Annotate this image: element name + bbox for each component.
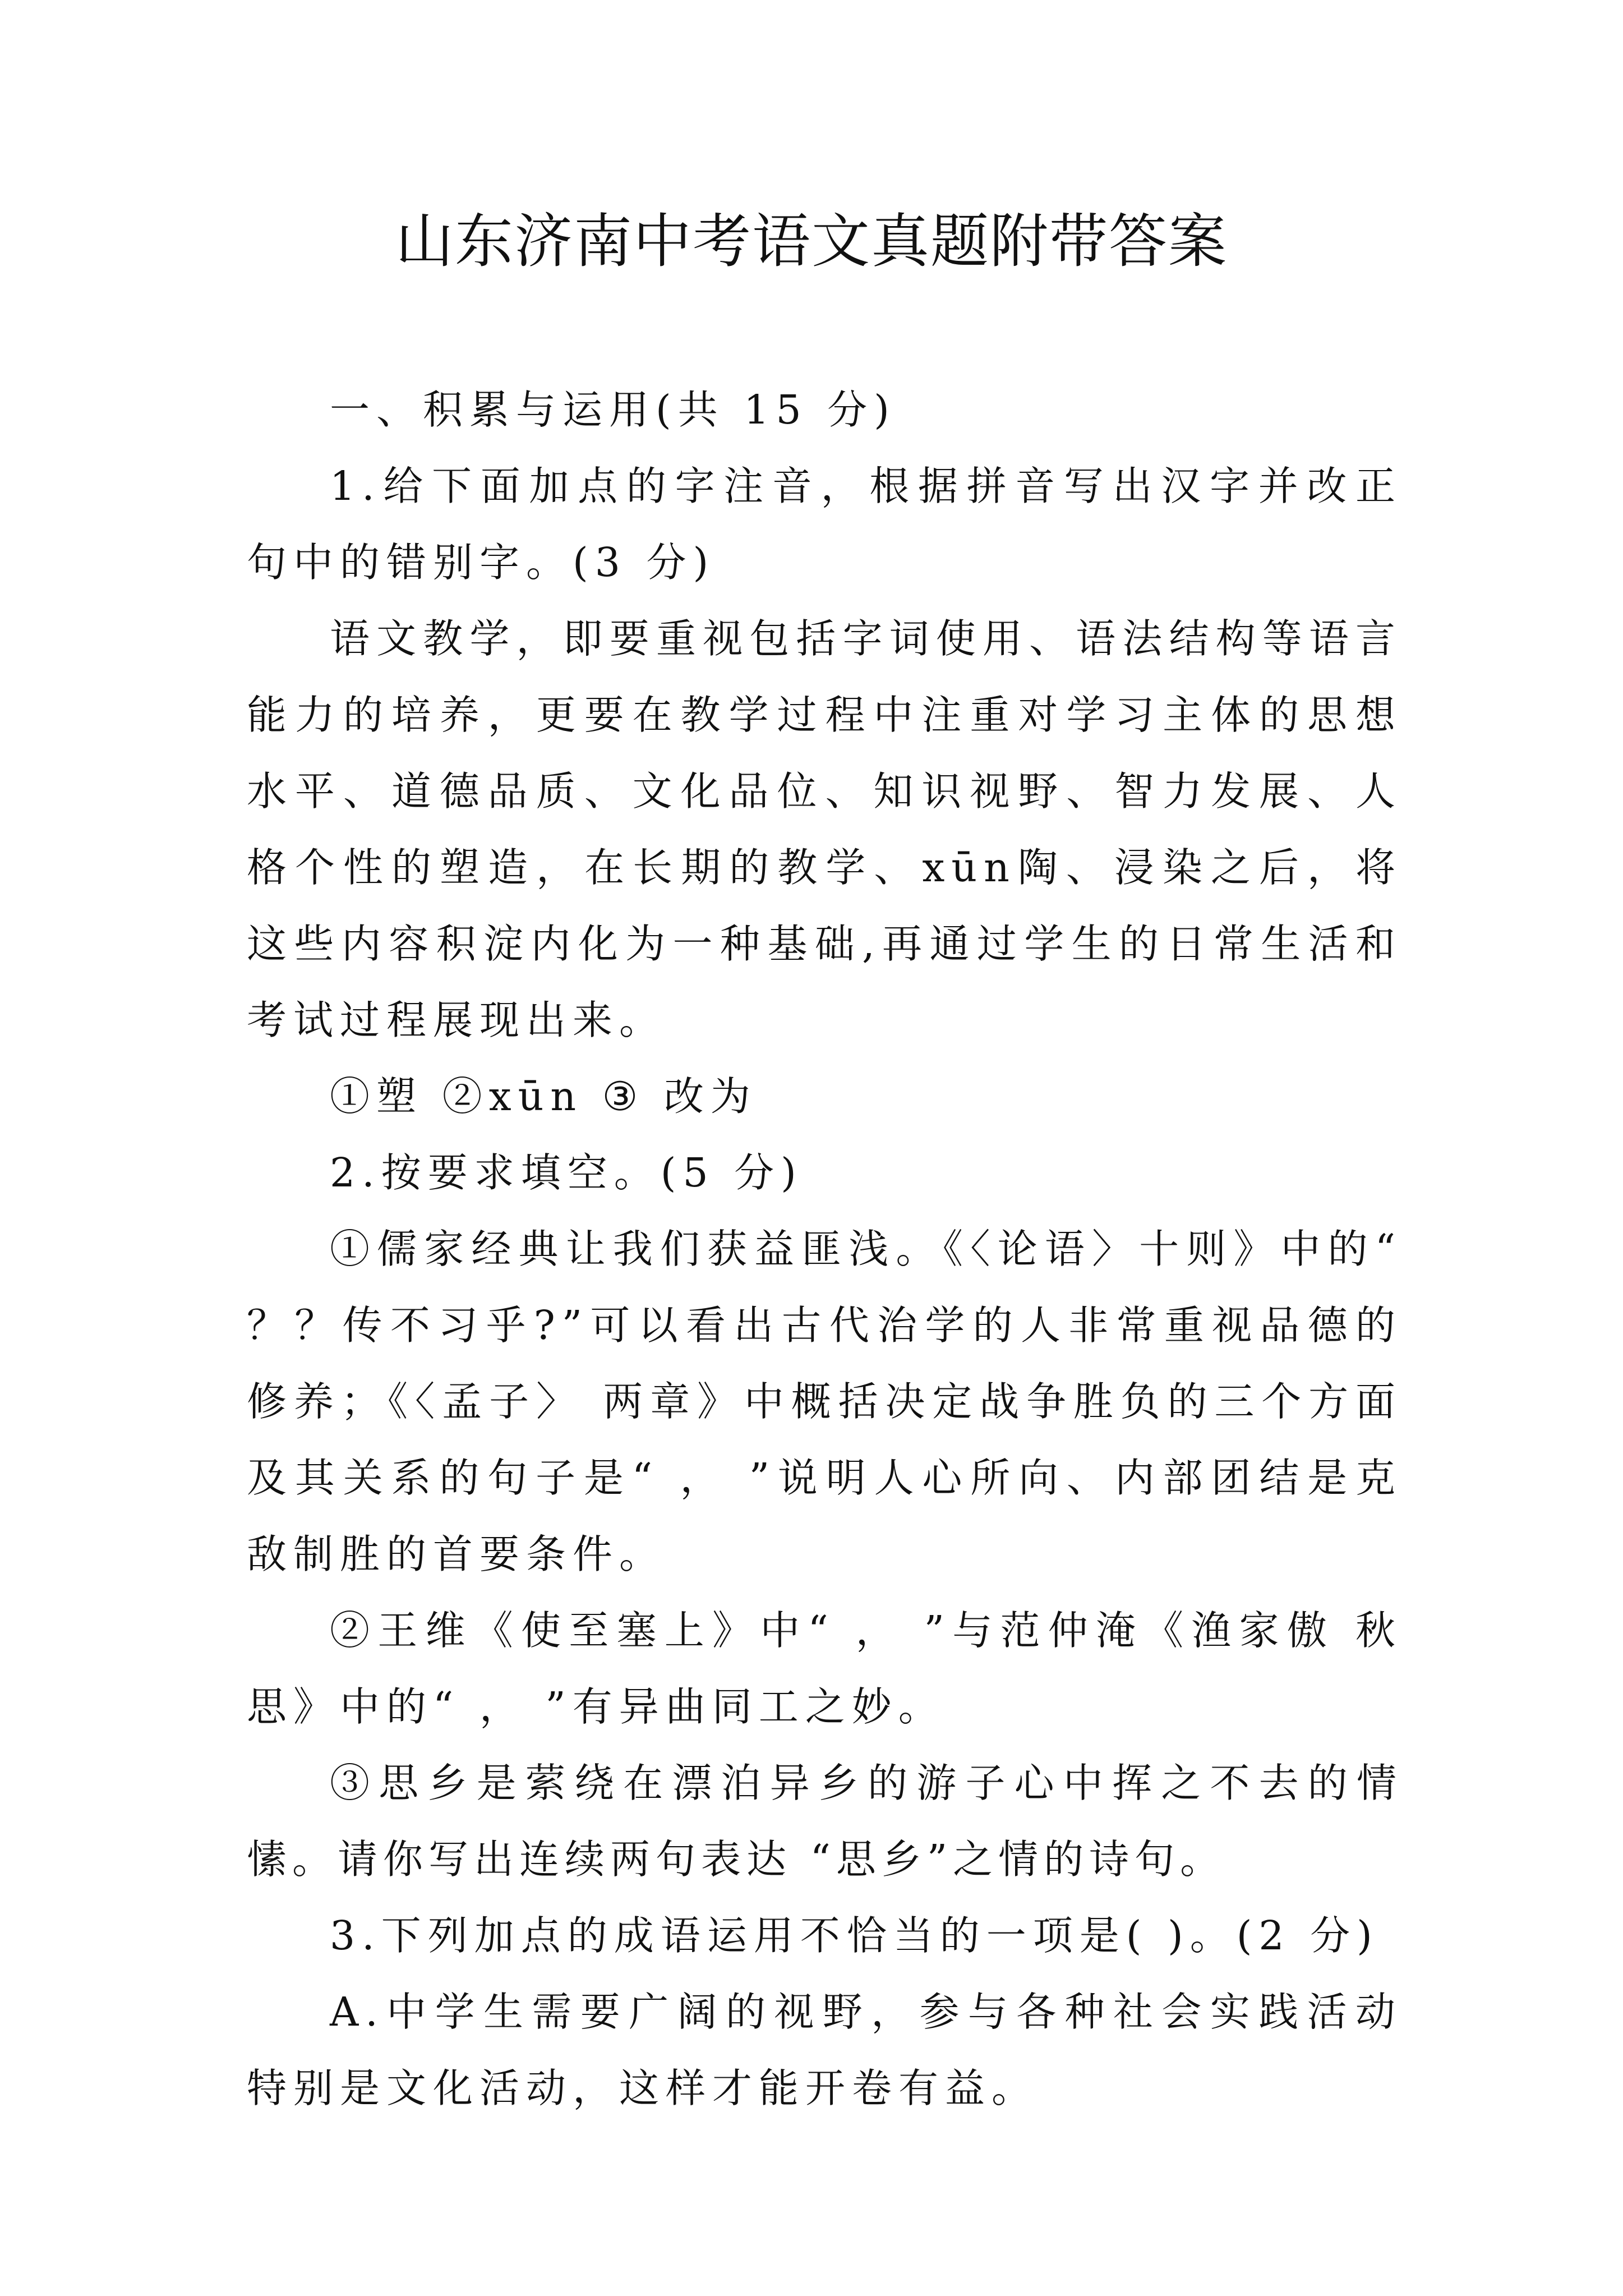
question-1: 1.给下面加点的字注音，根据拼音写出汉字并改正句中的错别字。(3 分)	[247, 463, 1402, 586]
question-3-option-a: A.中学生需要广阔的视野，参与各种社会实践活动特别是文化活动，这样才能开卷有益。	[247, 1989, 1402, 2111]
question-1-answer-blanks: ①塑 ②xūn ③ 改为	[330, 1073, 757, 1120]
question-2-item-2: ②王维《使至塞上》中“ ， ”与范仲淹《渔家傲 秋思》中的“ ， ”有异曲同工之妙。	[247, 1607, 1402, 1730]
section-heading: 一、积累与运用(共 15 分)	[330, 386, 896, 433]
document-body	[247, 372, 1402, 2127]
question-1-passage: 语文教学，即要重视包括字词使用、语法结构等语言能力的培养，更要在教学过程中注重对学习主体的思想水平、道德品质、文化品位、知识视野、智力发展、人格个性的塑造，在长期的教学、xūn陶、浸染之后，将这些内容积淀内化为一种基础,再通过学生的日常生活和考试过程展现出来。	[247, 615, 1402, 1043]
page-title: 山东济南中考语文真题附带答案	[395, 207, 1228, 275]
question-2-item-3: ③思乡是萦绕在漂泊异乡的游子心中挥之不去的情愫。请你写出连续两句表达 “思乡”之情的诗句。	[247, 1760, 1402, 1883]
question-2-item-1: ①儒家经典让我们获益匪浅。《〈论语〉十则》中的“ ？？传不习乎?”可以看出古代治学的人非常重视品德的修养；《〈孟子〉 两章》中概括决定战争胜负的三个方面及其关系的句子是“ ， ”说明人心所向、内部团结是克敌制胜的首要条件。	[247, 1226, 1402, 1577]
question-2: 2.按要求填空。(5 分)	[330, 1149, 803, 1196]
question-3: 3.下列加点的成语运用不恰当的一项是( )。(2 分)	[330, 1912, 1379, 1959]
